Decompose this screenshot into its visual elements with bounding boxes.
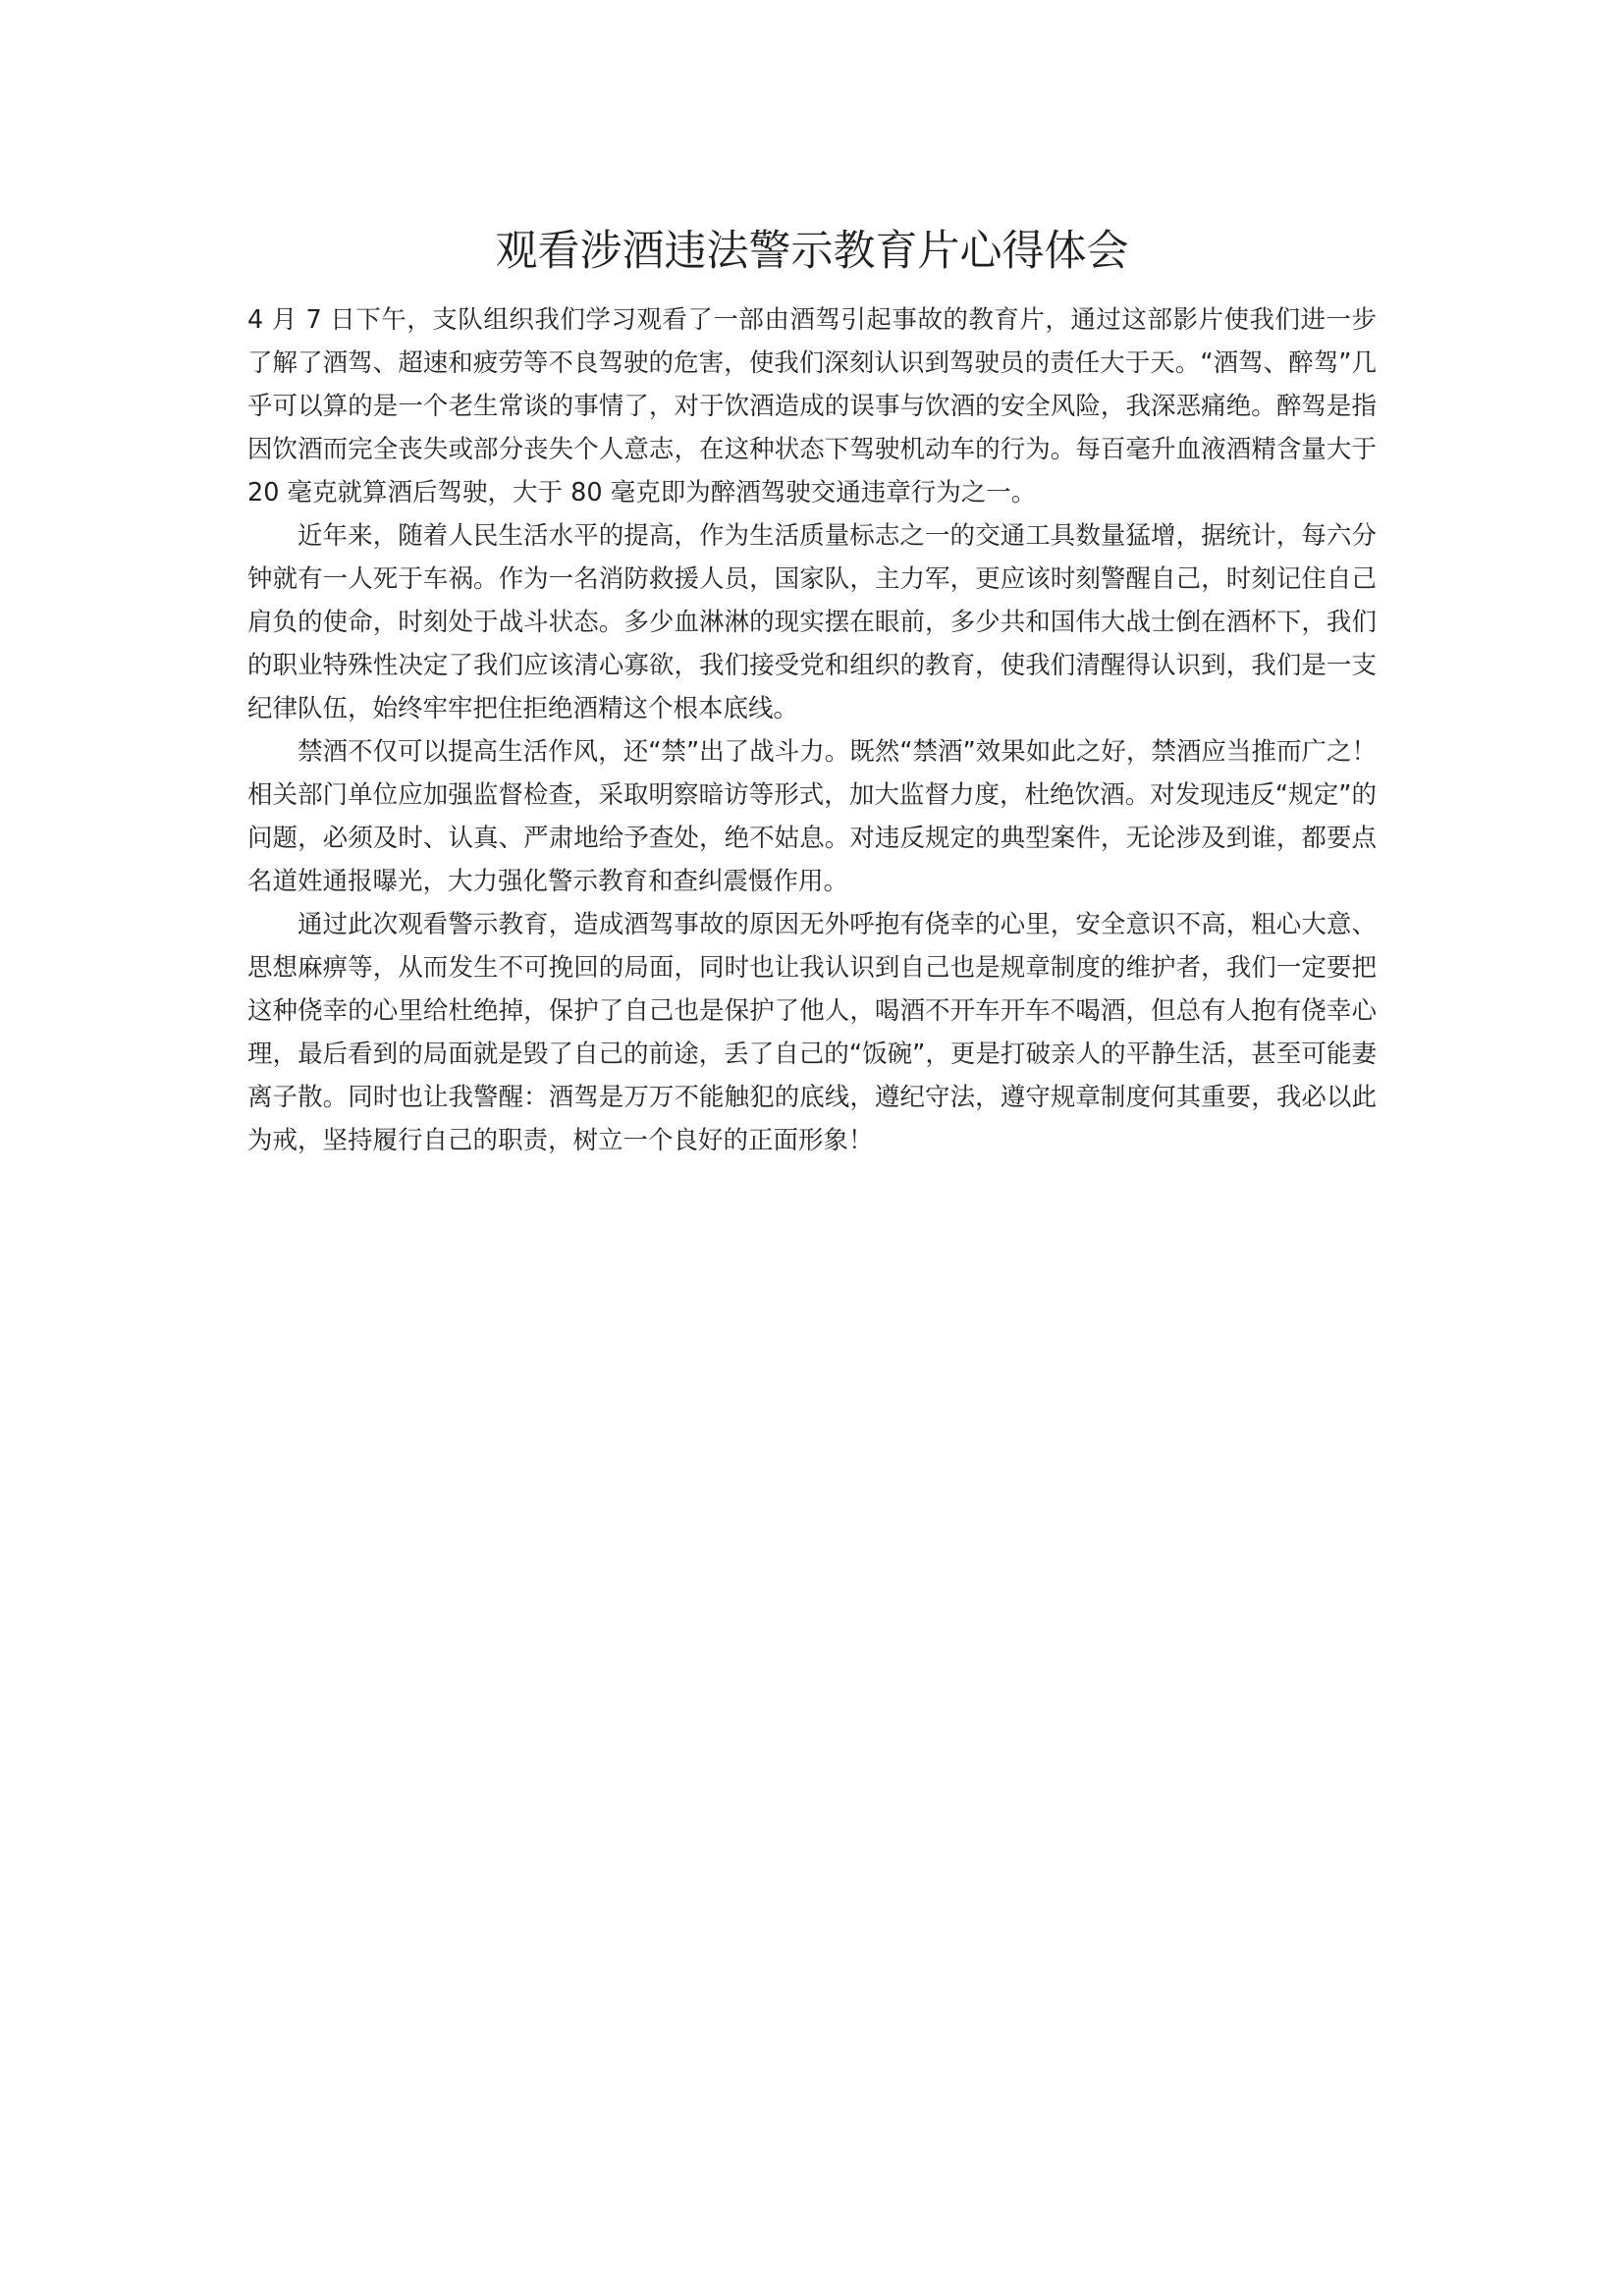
paragraph-4: 通过此次观看警示教育，造成酒驾事故的原因无外呼抱有侥幸的心里，安全意识不高，粗心大意、思想麻痹等，从而发生不可挽回的局面，同时也让我认识到自己也是规章制度的维护者，我们一定要把这种侥幸的心里给杜绝掉，保护了自己也是保护了他人，喝酒不开车开车不喝酒，但总有人抱有侥幸心理，最后看到的局面就是毁了自己的前途，丢了自己的“饭碗”，更是打破亲人的平静生活，甚至可能妻离子散。同时也让我警醒：酒驾是万万不能触犯的底线，遵纪守法，遵守规章制度何其重要，我必以此为戒，坚持履行自己的职责，树立一个良好的正面形象！ [247,910,1377,1155]
paragraph-2: 近年来，随着人民生活水平的提高，作为生活质量标志之一的交通工具数量猛增，据统计，每六分钟就有一人死于车祸。作为一名消防救援人员，国家队，主力军，更应该时刻警醒自己，时刻记住自己肩负的使命，时刻处于战斗状态。多少血淋淋的现实摆在眼前，多少共和国伟大战士倒在酒杯下，我们的职业特殊性决定了我们应该清心寡欲，我们接受党和组织的教育，使我们清醒得认识到，我们是一支纪律队伍，始终牢牢把住拒绝酒精这个根本底线。 [247,521,1377,723]
document-body [247,298,1377,1162]
paragraph-3: 禁酒不仅可以提高生活作风，还“禁”出了战斗力。既然“禁酒”效果如此之好，禁酒应当推而广之！相关部门单位应加强监督检查，采取明察暗访等形式，加大监督力度，杜绝饮酒。对发现违反“规定”的问题，必须及时、认真、严肃地给予查处，绝不姑息。对违反规定的典型案件，无论涉及到谁，都要点名道姓通报曝光，大力强化警示教育和查纠震慑作用。 [247,737,1377,896]
paragraph-1: 4 月 7 日下午，支队组织我们学习观看了一部由酒驾引起事故的教育片，通过这部影片使我们进一步了解了酒驾、超速和疲劳等不良驾驶的危害，使我们深刻认识到驾驶员的责任大于天。“酒驾、醉驾”几乎可以算的是一个老生常谈的事情了，对于饮酒造成的误事与饮酒的安全风险，我深恶痛绝。醉驾是指因饮酒而完全丧失或部分丧失个人意志，在这种状态下驾驶机动车的行为。每百毫升血液酒精含量大于 20 毫克就算酒后驾驶，大于 80 毫克即为醉酒驾驶交通违章行为之一。 [247,305,1377,507]
document-title: 观看涉酒违法警示教育片心得体会 [495,227,1129,276]
